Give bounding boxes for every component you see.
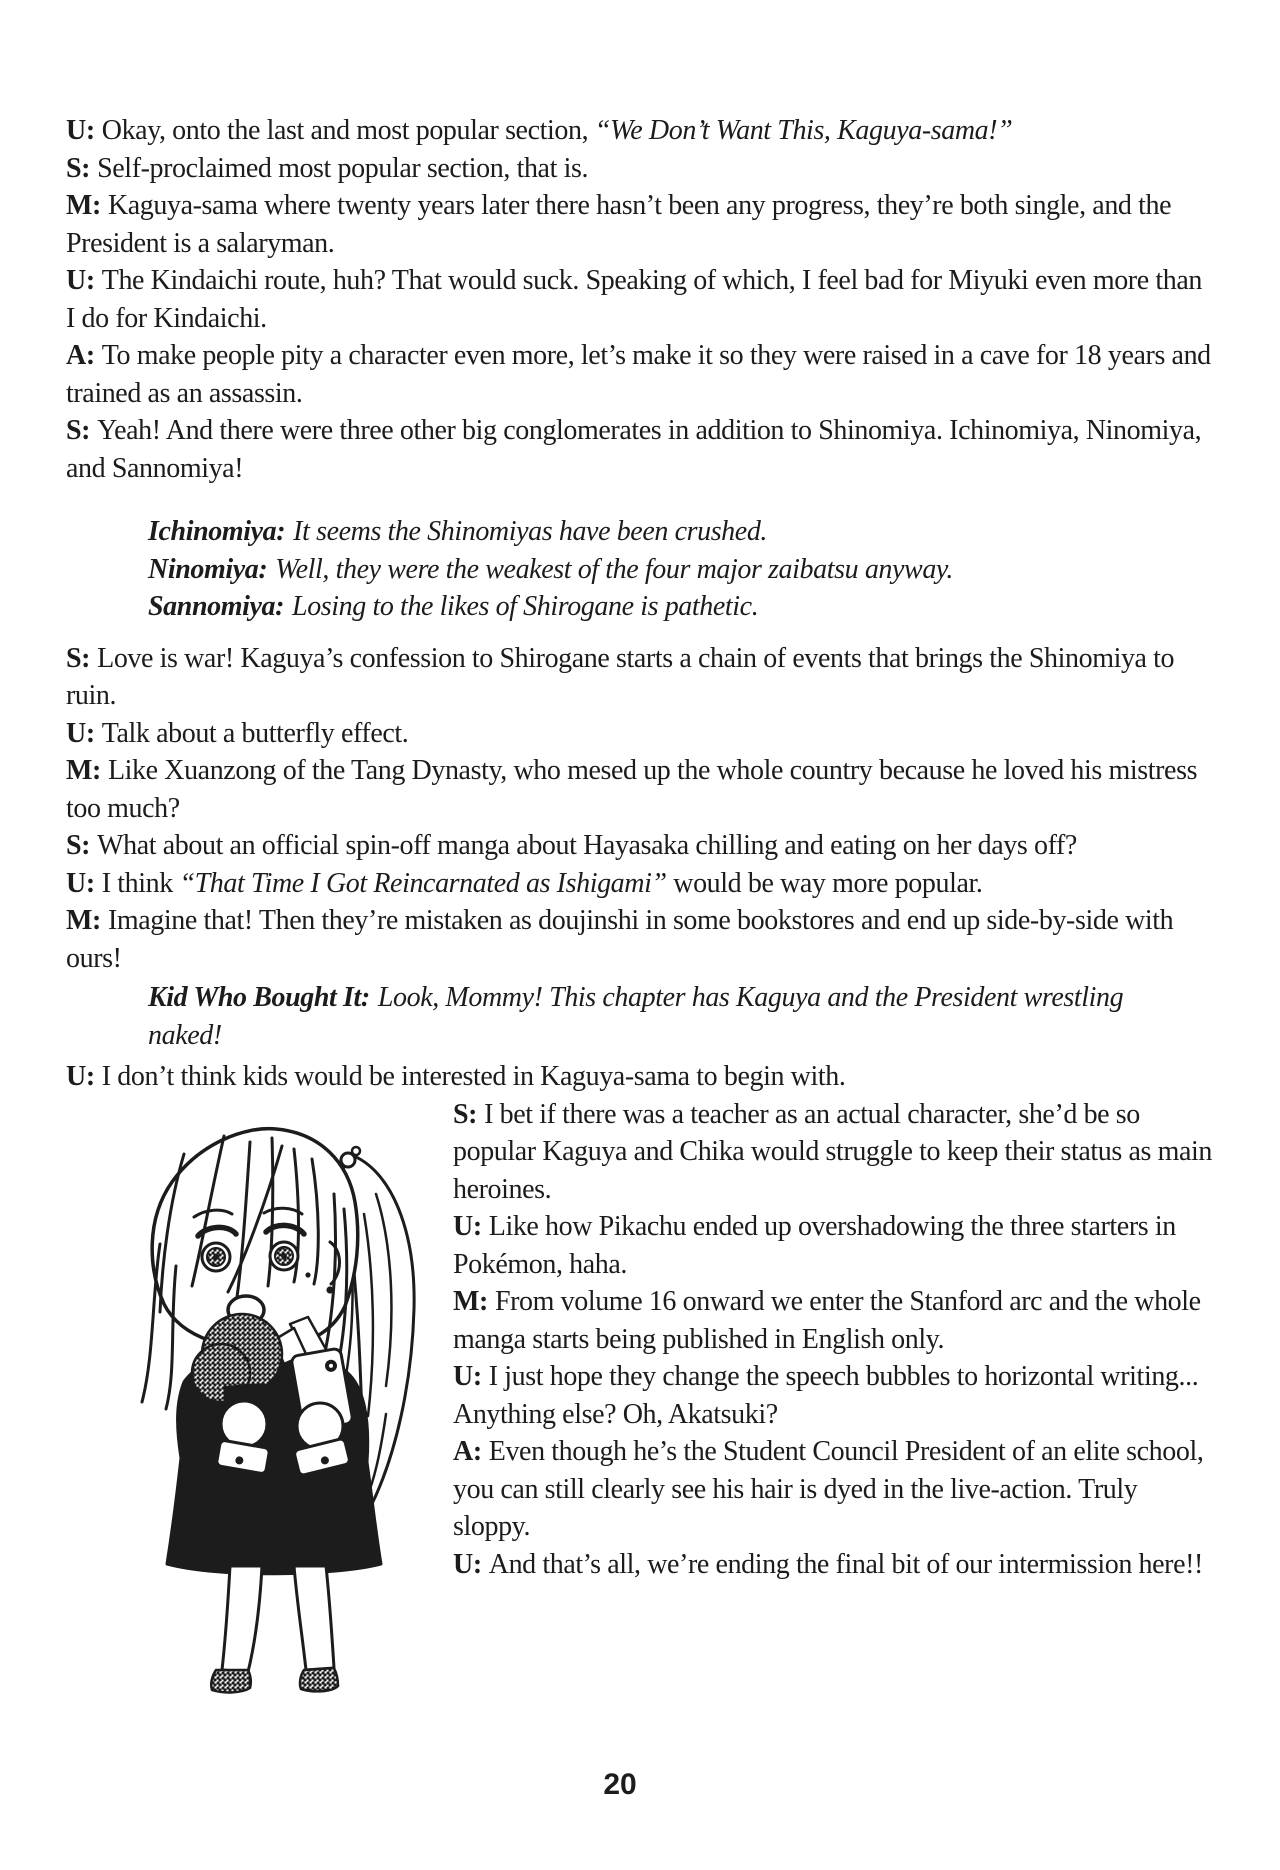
quote-line: [148, 979, 1158, 1054]
speaker-label: U:: [66, 1061, 95, 1092]
quote-text: Losing to the likes of Shirogane is pathetic.: [292, 591, 759, 622]
quote-text: Well, they were the weakest of the four major zaibatsu anyway.: [275, 553, 953, 585]
dialogue-paragraph: [66, 715, 1214, 753]
speaker-label: M:: [453, 1286, 488, 1317]
speaker-label: M:: [66, 755, 101, 786]
dialogue-text: I bet if there was a teacher as an actual character, she’d be so popular Kaguya and Chika would struggle to keep their status as main heroines.: [453, 1098, 1212, 1205]
dialogue-paragraph: [66, 337, 1214, 412]
page-number: 20: [603, 1768, 637, 1801]
dialogue-paragraph: [66, 262, 1214, 337]
speaker-label: U:: [66, 265, 95, 296]
dialogue-text: To make people pity a character even more, let’s make it so they were raised in a cave for 18 years and trained as an assassin.: [66, 340, 1211, 409]
quote-text: It seems the Shinomiyas have been crushed.: [293, 516, 768, 547]
dialogue-text: Self-proclaimed most popular section, that is.: [97, 152, 589, 184]
dialogue-paragraph: [66, 902, 1214, 977]
speaker-label: U:: [66, 115, 95, 146]
shoes: [211, 1668, 338, 1692]
speaker-label: U:: [66, 717, 95, 749]
dialogue-paragraph: [66, 1058, 1214, 1096]
quote-line: [148, 551, 1158, 589]
dialogue-paragraph: [66, 112, 1214, 150]
quote-block-kid: [66, 979, 1214, 1054]
dialogue-paragraph: [453, 1283, 1214, 1358]
quote-line: [148, 588, 1158, 626]
dialogue-text: Even though he’s the Student Council President of an elite school, you can still clearly see his hair is dyed in the live-action. Truly sloppy.: [453, 1436, 1204, 1542]
dialogue-text: Imagine that! Then they’re mistaken as doujinshi in some bookstores and end up side-by-side with ours!: [66, 905, 1174, 974]
dialogue-paragraph: [66, 865, 1214, 903]
dialogue-paragraph: [66, 412, 1214, 487]
dialogue-text: Like Xuanzong of the Tang Dynasty, who mesed up the whole country because he loved his mistress too much?: [66, 755, 1198, 824]
speaker-label: A:: [66, 340, 95, 371]
dialogue-text: Like how Pikachu ended up overshadowing the three starters in Pokémon, haha.: [453, 1211, 1176, 1280]
quoted-title: “We Don’t Want This, Kaguya-sama!”: [594, 115, 1013, 146]
legs: [222, 1566, 334, 1672]
dialogue-paragraph: [453, 1433, 1214, 1546]
dialogue-paragraph: [453, 1208, 1214, 1283]
dialogue-text: Talk about a butterfly effect.: [101, 717, 409, 749]
dialogue-text: would be way more popular.: [666, 867, 983, 899]
dialogue-text: I don’t think kids would be interested in Kaguya-sama to begin with.: [101, 1061, 846, 1092]
page-text-content: [66, 112, 1214, 1694]
speaker-label: S:: [66, 830, 91, 861]
dialogue-block-2: [66, 640, 1214, 978]
quote-speaker-label: Ichinomiya:: [148, 516, 286, 547]
illustration-and-text-row: [66, 1096, 1214, 1694]
left-eye: [202, 1243, 230, 1271]
dialogue-text: I just hope they change the speech bubbles to horizontal writing... Anything else? Oh, Akatsuki?: [453, 1361, 1199, 1430]
dialogue-paragraph: [66, 187, 1214, 262]
right-eye: [270, 1242, 298, 1270]
dialogue-paragraph: [453, 1096, 1214, 1209]
speaker-label: M:: [66, 190, 101, 221]
speaker-label: S:: [66, 415, 91, 446]
speaker-label: A:: [453, 1436, 482, 1467]
dialogue-paragraph: [453, 1358, 1214, 1433]
dialogue-text: Love is war! Kaguya’s confession to Shirogane starts a chain of events that brings the Shinomiya to ruin.: [66, 642, 1175, 711]
speaker-label: U:: [453, 1361, 482, 1392]
dialogue-text: Yeah! And there were three other big conglomerates in addition to Shinomiya. Ichinomiya, Ninomiya, and Sannomiya!: [66, 415, 1202, 484]
speaker-label: S:: [453, 1098, 478, 1130]
dialogue-paragraph: [66, 752, 1214, 827]
dialogue-text: Okay, onto the last and most popular section,: [101, 115, 595, 146]
quote-speaker-label: Sannomiya:: [148, 591, 285, 622]
dialogue-block-3: [66, 1058, 1214, 1096]
dialogue-text: Kaguya-sama where twenty years later there hasn’t been any progress, they’re both single, and the President is a salaryman.: [66, 190, 1172, 259]
dialogue-text: The Kindaichi route, huh? That would suck. Speaking of which, I feel bad for Miyuki even more than I do for Kindaichi.: [66, 265, 1202, 334]
quote-text: Look, Mommy! This chapter has Kaguya and the President wrestling naked!: [148, 982, 1124, 1051]
dialogue-text: I think: [101, 867, 180, 899]
dialogue-text: From volume 16 onward we enter the Stanford arc and the whole manga starts being published in English only.: [453, 1286, 1201, 1355]
dialogue-text: What about an official spin-off manga about Hayasaka chilling and eating on her days off?: [97, 830, 1077, 861]
speaker-label: S:: [66, 642, 91, 674]
quote-speaker-label: Kid Who Bought It:: [148, 982, 370, 1013]
chibi-reporter-girl-drawing: [124, 1114, 424, 1694]
dialogue-text: And that’s all, we’re ending the final bit of our intermission here!!: [488, 1548, 1203, 1580]
quote-speaker-label: Ninomiya:: [148, 553, 268, 585]
dialogue-block-4: [453, 1096, 1214, 1584]
dialogue-paragraph: [453, 1546, 1214, 1584]
speaker-label: U:: [453, 1548, 482, 1580]
earring: [326, 1286, 333, 1293]
dialogue-paragraph: [66, 640, 1214, 715]
dialogue-block-1: [66, 112, 1214, 487]
speaker-label: U:: [66, 867, 95, 899]
speaker-label: S:: [66, 152, 91, 184]
quote-line: [148, 513, 1158, 551]
dialogue-paragraph: [66, 827, 1214, 865]
speaker-label: U:: [453, 1211, 482, 1242]
dialogue-paragraph: [66, 150, 1214, 188]
chibi-reporter-illustration: [66, 1096, 453, 1694]
quote-block-zaibatsu: [66, 513, 1214, 626]
skirt: [167, 1458, 381, 1574]
quoted-title: “That Time I Got Reincarnated as Ishigami”: [179, 867, 667, 899]
speaker-label: M:: [66, 905, 101, 936]
